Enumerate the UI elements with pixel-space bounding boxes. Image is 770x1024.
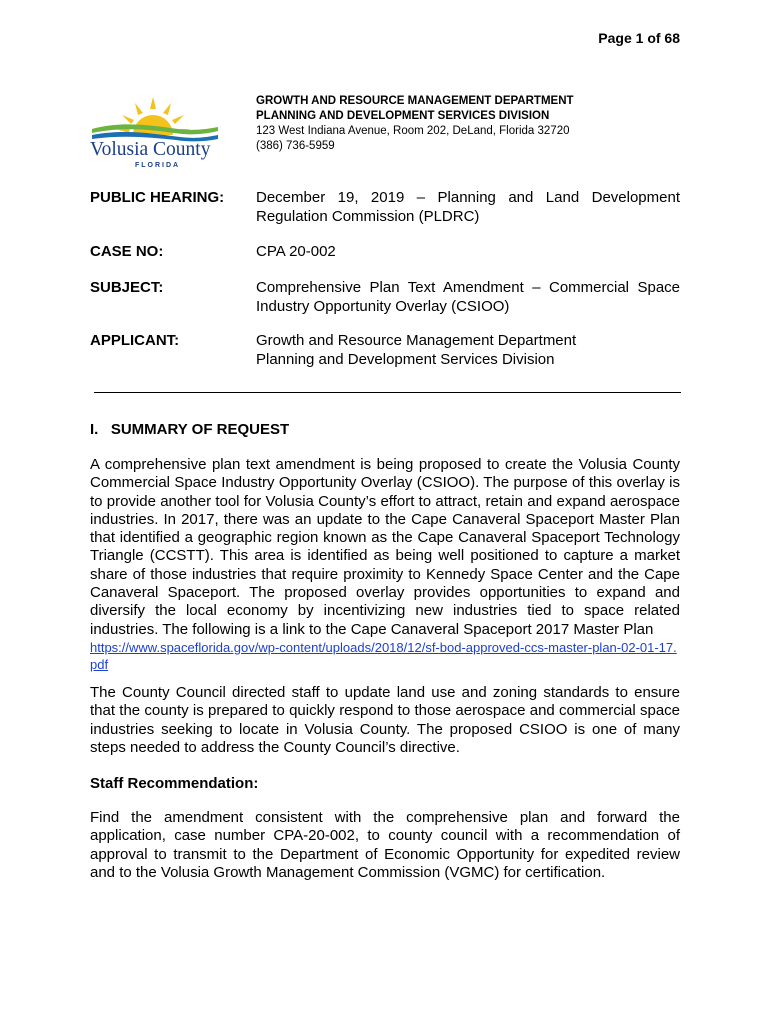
subject-label: SUBJECT: (90, 279, 164, 296)
master-plan-link[interactable]: https://www.spaceflorida.gov/wp-content/uploads/2018/12/sf-bod-approved-ccs-master-plan-02-01-17.pdf (90, 639, 677, 672)
applicant-field (90, 331, 680, 371)
section-title-text: I. SUMMARY OF REQUEST (90, 421, 290, 438)
address: 123 West Indiana Avenue, Room 202, DeLand, Florida 32720 (256, 125, 570, 137)
department-name: GROWTH AND RESOURCE MANAGEMENT DEPARTMENT (256, 95, 574, 107)
staff-recommendation-heading: Staff Recommendation: (90, 775, 259, 792)
department-header (256, 94, 574, 154)
divider-rule (94, 392, 681, 393)
case-number-value: CPA 20-002 (256, 243, 336, 260)
phone: (386) 736-5959 (256, 140, 335, 152)
logo-name: Volusia County (90, 139, 211, 160)
public-hearing-label: PUBLIC HEARING: (90, 189, 225, 206)
subject-field (90, 278, 680, 318)
applicant-line-1: Growth and Resource Management Department (256, 332, 577, 349)
summary-text: A comprehensive plan text amendment is being proposed to create the Volusia County Commercial Space Industry Opportunity Overlay (CSIOO). The purpose of this overlay is to provide another tool for Volusia County’s effort to attract, retain and expand aerospace industries. In 2017, there was an update to the Cape Canaveral Spaceport Master Plan that identified a geographic region known as the Cape Canaveral Spaceport Technology Triangle (CCSTT). This area is identified as being well positioned to capture a market share of those industries that require proximity to Kennedy Space Center and the Cape Canaveral Spaceport. The proposed overlay provides opportunities to expand and diversify the local economy by incentivizing new industries tied to space related industries. The following is a link to the Cape Canaveral Spaceport 2017 Master Plan (90, 456, 680, 638)
public-hearing-field (90, 188, 680, 228)
applicant-line-2: Planning and Development Services Division (256, 351, 555, 368)
applicant-label: APPLICANT: (90, 332, 180, 349)
subject-value: Comprehensive Plan Text Amendment – Commercial Space Industry Opportunity Overlay (CSIOO) (256, 279, 680, 315)
council-paragraph: The County Council directed staff to update land use and zoning standards to ensure that the county is prepared to quickly respond to those aerospace and commercial space industries seeking to locate in Volusia County. The proposed CSIOO is one of many steps needed to address the County Council’s directive. (90, 684, 680, 756)
case-number-label: CASE NO: (90, 243, 164, 260)
division-name: PLANNING AND DEVELOPMENT SERVICES DIVISION (256, 110, 550, 122)
logo-subtitle: FLORIDA (135, 162, 181, 169)
applicant-value (256, 331, 680, 369)
case-number-field (90, 242, 680, 262)
section-title (90, 421, 289, 438)
summary-paragraph (90, 456, 680, 673)
page-number: Page 1 of 68 (598, 30, 680, 46)
volusia-county-logo (90, 95, 220, 170)
public-hearing-value: December 19, 2019 – Planning and Land Development Regulation Commission (PLDRC) (256, 189, 680, 225)
recommendation-paragraph: Find the amendment consistent with the comprehensive plan and forward the application, case number CPA-20-002, to county council with a recommendation of approval to transmit to the Department of Economic Opportunity for expedited review and to the Volusia Growth Management Commission (VGMC) for certification. (90, 809, 680, 881)
sun-wave-logo-icon (90, 95, 220, 143)
